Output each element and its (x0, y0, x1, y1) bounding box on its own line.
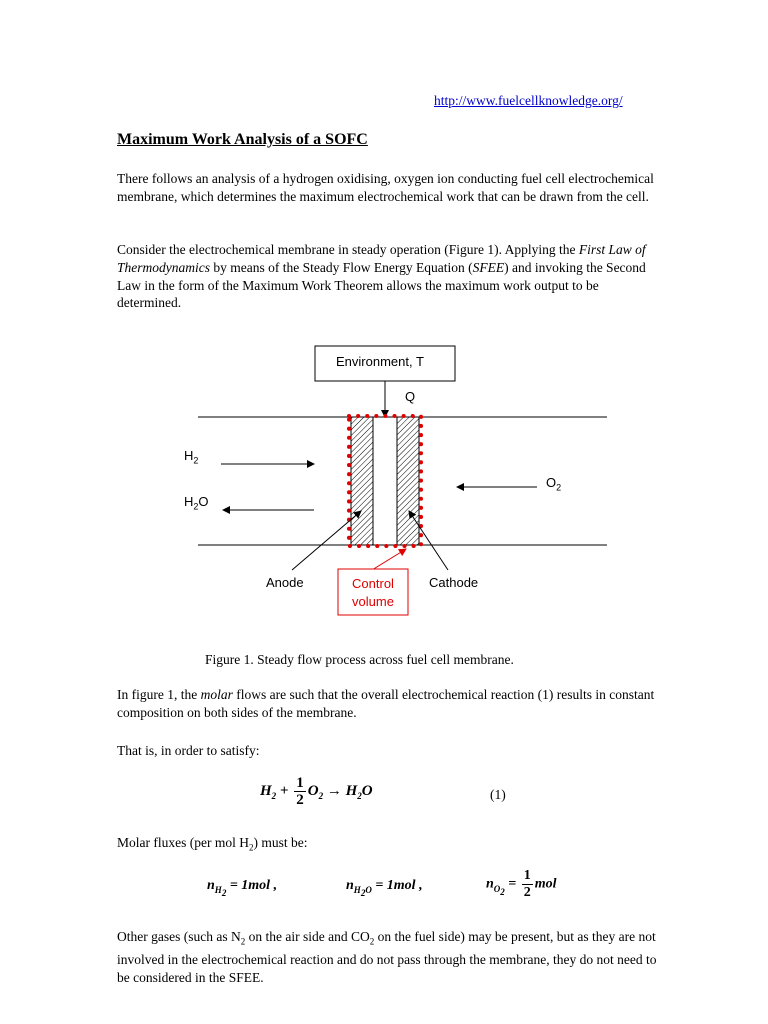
cathode-electrode (397, 417, 419, 545)
eq-h2o-sub: 2 (357, 790, 362, 801)
sfee-abbrev: SFEE (472, 259, 505, 275)
flux-subsub: 2 (221, 887, 227, 898)
flux-subsub: 2 (500, 886, 505, 897)
sub: 2 (369, 936, 375, 947)
h2o-sub: 2 (193, 501, 199, 512)
first-law-text: First Law of Thermodynamics (117, 242, 646, 275)
flux-eq: = (504, 876, 520, 892)
text: flows are such that the overall electrochemical reaction (1) results in constant composition on both sides of the membrane. (117, 687, 655, 720)
control-line-1: Control (352, 576, 394, 591)
reaction-equation (260, 775, 373, 808)
h2-main: H (184, 448, 194, 463)
anode-label: Anode (266, 575, 304, 590)
intro-paragraph: There follows an analysis of a hydrogen oxidising, oxygen ion conducting fuel cell electrochemical membrane, which determines the maximum electrochemical work that can be drawn from the cell. (117, 171, 654, 204)
flux-rest: = 1mol , (226, 878, 278, 893)
eq-arrow: → (326, 782, 342, 799)
text: Consider the electrochemical membrane in steady operation (Figure 1). Applying the (117, 242, 579, 257)
heat-q-label: Q (405, 389, 416, 404)
text: by means of the Steady Flow Energy Equation ( (210, 259, 473, 275)
control-volume-label (338, 575, 408, 611)
flux-sub-h: H (214, 884, 222, 895)
sub: 2 (240, 936, 246, 947)
flux-o2 (486, 868, 557, 901)
flux-sub (214, 884, 227, 898)
h2-sub: 2 (193, 455, 199, 466)
flux-n: n (207, 878, 215, 893)
source-url-link[interactable]: http://www.fuelcellknowledge.org/ (434, 93, 623, 108)
text: Molar fluxes (per mol H (117, 835, 249, 850)
eq-frac-den: 2 (296, 792, 304, 808)
text: Other gases (such as N (117, 929, 241, 944)
eq-o2: O (307, 782, 319, 799)
eq-h2o-a: H (345, 782, 358, 799)
molar-text: molar (200, 687, 233, 702)
other-gases-paragraph (117, 928, 657, 987)
equation-number: (1) (490, 787, 506, 802)
flux-h2o (346, 878, 423, 898)
flux-half-fraction (522, 868, 533, 901)
flux-frac-num: 1 (523, 868, 531, 883)
molar-flow-paragraph (117, 686, 657, 722)
page-title: Maximum Work Analysis of a SOFC (117, 131, 368, 148)
molar-flux-paragraph (117, 834, 657, 857)
flux-subsub: 2 (360, 887, 366, 898)
eq-half-fraction (294, 775, 306, 808)
flux-sub-o: O (365, 884, 372, 895)
control-volume-pointer (372, 549, 406, 570)
flux-sub (353, 884, 372, 898)
h2o-main: H (184, 494, 194, 509)
cathode-label: Cathode (429, 575, 479, 590)
text: ) must be: (253, 835, 308, 850)
eq-o2-sub: 2 (318, 790, 324, 801)
control-line-2: volume (352, 594, 394, 609)
h2o-tail: O (198, 494, 209, 509)
text: on the air side and CO (245, 929, 370, 944)
eq-h2o-b: O (361, 782, 373, 799)
text: ) and invoking the Second Law in the form of the Maximum Work Theorem allows the maximum work output to be determined. (117, 259, 646, 311)
eq-frac-num: 1 (296, 775, 304, 791)
flux-sub-h: H (353, 884, 361, 895)
eq-h2-sub: 2 (271, 790, 277, 801)
o2-sub: 2 (556, 482, 562, 493)
text: In figure 1, the (117, 687, 201, 702)
flux-rest: = 1mol , (371, 878, 423, 893)
flux-n: n (486, 876, 494, 892)
anode-electrode (351, 417, 373, 545)
figure-caption: Figure 1. Steady flow process across fuel cell membrane. (205, 652, 514, 667)
flux-n: n (346, 878, 354, 893)
eq-plus: + (279, 782, 289, 799)
environment-label: Environment, T (336, 354, 424, 369)
flux-frac-den: 2 (523, 885, 531, 900)
h2o-label (184, 494, 209, 512)
flux-sub-o: O (493, 883, 501, 894)
o2-main: O (546, 475, 557, 490)
text: on the fuel side) may be present, but as they are not involved in the electrochemical reaction and do not pass through the membrane, they do not need to be considered in the SFEE. (117, 929, 657, 986)
eq-h2: H (260, 782, 272, 799)
flux-sub (493, 883, 505, 897)
flux-unit: mol (534, 876, 557, 892)
o2-label (546, 475, 561, 493)
satisfy-paragraph: That is, in order to satisfy: (117, 743, 260, 758)
h2-label (184, 448, 198, 466)
flux-h2 (207, 878, 277, 898)
sub: 2 (248, 842, 254, 853)
